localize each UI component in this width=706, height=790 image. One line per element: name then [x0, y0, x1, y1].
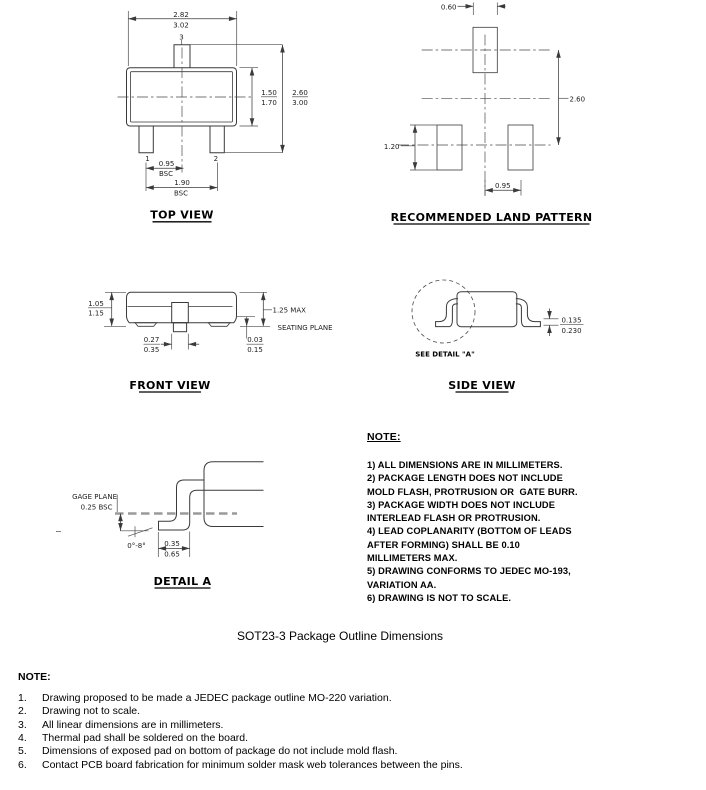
dim-pad-width: 0.60 [440, 3, 457, 12]
dim-height-max: 1.25 MAX [272, 306, 306, 315]
top-view [118, 11, 309, 222]
dim-width-min: 2.82 [173, 11, 189, 19]
package-body-side [457, 292, 517, 327]
front-view-label: FRONT VIEW [129, 378, 211, 392]
footer-note-item [18, 719, 678, 732]
footer-note-text: Drawing not to scale. [42, 705, 141, 718]
pin3-foot [173, 323, 186, 332]
dim-lead-width-min: 0.27 [143, 336, 160, 345]
pin1-outline [139, 126, 153, 153]
pin2-outline [210, 126, 224, 153]
footer-note-number: 1. [18, 692, 27, 704]
dim-pitch: 0.95 [495, 182, 511, 190]
dim-span-value: 1.90 [174, 179, 190, 188]
top-view-label: TOP VIEW [150, 208, 214, 222]
dim-angle: 0°-8° [127, 542, 146, 550]
lead-foot-left [135, 323, 157, 327]
dim-standoff-max: 0.15 [247, 346, 263, 354]
dim-lead-thickness-min: 0.135 [561, 316, 582, 325]
drawing-note-line: 1) ALL DIMENSIONS ARE IN MILLIMETERS. [367, 460, 563, 470]
pin1-number: 1 [145, 154, 150, 163]
drawing-caption: SOT23-3 Package Outline Dimensions [236, 629, 444, 643]
front-view [88, 292, 333, 392]
dim-body-max: 1.15 [88, 309, 104, 318]
dim-body-height-max: 1.70 [261, 98, 277, 107]
footer-note-number: 5. [18, 745, 27, 758]
footer-note-number: 2. [18, 705, 27, 718]
package-body-silhouette [127, 292, 237, 322]
drawing-note-line: 6) DRAWING IS NOT TO SCALE. [367, 592, 512, 603]
dim-foot-min: 0.35 [164, 540, 180, 549]
lead-detail [159, 480, 264, 530]
pin3-number: 3 [179, 33, 184, 42]
footer-note-text: Dimensions of exposed pad on bottom of package do not include mold flash. [42, 745, 398, 758]
dim-lead-width-max: 0.35 [143, 346, 160, 354]
dim-width-max: 3.02 [173, 21, 189, 30]
gage-offset-value: 0.25 BSC [80, 503, 113, 512]
dim-pad-height: 1.20 [383, 142, 400, 151]
footer-note-item [18, 692, 678, 705]
drawing-note-line: VARIATION AA. [367, 579, 437, 590]
footer-note-item [18, 705, 678, 718]
drawing-note-line: INTERLEAD FLASH OR PROTRUSION. [367, 513, 541, 524]
seating-plane-label: SEATING PLANE [277, 323, 333, 332]
pin3-front [172, 303, 189, 323]
dim-standoff-min: 0.03 [247, 336, 263, 345]
footer-note-item [18, 745, 678, 758]
side-view-label: SIDE VIEW [448, 378, 516, 392]
side-view [412, 280, 584, 392]
drawing-note-line: 3) PACKAGE WIDTH DOES NOT INCLUDE [367, 499, 556, 510]
drawing-note-line: 5) DRAWING CONFORMS TO JEDEC MO-193, [367, 566, 571, 577]
dim-foot-max: 0.65 [164, 550, 180, 559]
land-pattern-label: RECOMMENDED LAND PATTERN [390, 210, 593, 224]
footer-note-text: All linear dimensions are in millimeters. [42, 718, 224, 731]
footer-note-text: Drawing proposed to be made a JEDEC package outline MO-220 variation. [42, 692, 392, 704]
footer-note-number: 4. [18, 732, 27, 745]
footer-notes-list [18, 692, 678, 772]
dim-span-suffix: BSC [173, 189, 189, 198]
land-pad-right [508, 125, 533, 170]
dim-pitch-suffix: BSC [158, 169, 174, 178]
footer-note-text: Contact PCB board fabrication for minimum solder mask web tolerances between the pins. [42, 758, 463, 771]
see-detail-label: SEE DETAIL "A" [415, 350, 475, 359]
drawing-note-line: 4) LEAD COPLANARITY (BOTTOM OF LEADS [367, 526, 572, 537]
footer-note-item [18, 759, 678, 772]
drawing-note-line: MILLIMETERS MAX. [367, 553, 458, 564]
lead-right [516, 299, 541, 327]
dim-lead-thickness-max: 0.230 [561, 326, 582, 335]
lead-foot-right [208, 323, 230, 327]
footer-note-text: Thermal pad shall be soldered on the board. [42, 732, 249, 745]
footer-notes-heading: NOTE: [18, 671, 51, 683]
land-pad-left [437, 125, 462, 170]
footer-note-item [18, 732, 678, 745]
drawing-note-line: AFTER FORMING) SHALL BE 0.10 [367, 539, 520, 550]
dim-body-height-min: 1.50 [261, 88, 277, 97]
drawing-note-line: 2) PACKAGE LENGTH DOES NOT INCLUDE [367, 473, 563, 484]
dim-overall-height-max: 3.00 [292, 98, 308, 107]
drawing-notes-heading: NOTE: [367, 431, 401, 443]
dim-overall-height-min: 2.60 [292, 88, 308, 97]
gage-plane-label: GAGE PLANE [72, 493, 117, 502]
drawing-notes-block [367, 431, 603, 605]
land-pattern [384, 3, 592, 225]
dim-body-min: 1.05 [88, 299, 104, 308]
dim-row-span: 2.60 [569, 95, 586, 104]
detail-a-label: DETAIL A [153, 574, 212, 588]
body-edge [204, 462, 264, 527]
drawing-note-line: MOLD FLASH, PROTRUSION OR GATE BURR. [367, 486, 578, 497]
angle-line [128, 528, 153, 536]
pin2-number: 2 [213, 154, 219, 163]
detail-a [56, 462, 264, 588]
detail-callout-circle [412, 280, 475, 343]
footer-note-number: 6. [18, 758, 27, 771]
footer-note-number: 3. [18, 718, 27, 731]
dim-pitch-value: 0.95 [158, 160, 175, 168]
lead-left [436, 299, 458, 327]
